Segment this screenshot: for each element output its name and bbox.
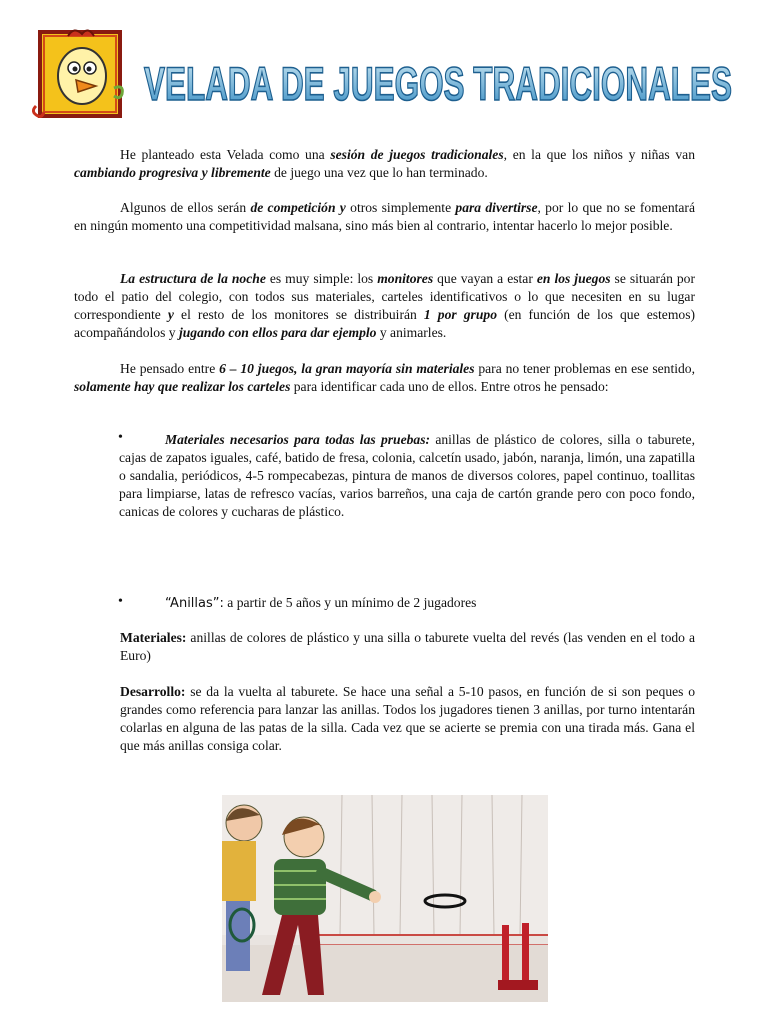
bullet-icon: • bbox=[118, 594, 123, 609]
emphasis: sesión de juegos tradicionales bbox=[330, 147, 504, 162]
text-run: Algunos de ellos serán bbox=[120, 200, 251, 215]
game-heading bbox=[165, 594, 695, 613]
text-run: para no tener problemas en ese sentido, bbox=[474, 361, 696, 376]
text-run: y animarles. bbox=[376, 325, 447, 340]
emphasis: en los juegos bbox=[536, 271, 611, 286]
text-run: He pensado entre bbox=[120, 361, 220, 376]
bullet-icon: • bbox=[118, 430, 123, 445]
text-run: He planteado esta Velada como una bbox=[120, 147, 331, 162]
emphasis: jugando con ellos para dar ejemplo bbox=[178, 325, 377, 340]
emphasis: La estructura de la noche bbox=[120, 271, 266, 286]
materials-label: Materiales necesarios para todas las pruebas: bbox=[165, 432, 431, 447]
game-desarrollo bbox=[120, 683, 695, 755]
emphasis: monitores bbox=[377, 271, 434, 286]
page-title bbox=[140, 28, 740, 128]
text-run: se situarán por todo el patio del colegio, con todos sus materiales, carteles identificativos o lo que necesiten en su lugar correspondiente bbox=[74, 271, 696, 322]
materials-text: anillas de plástico de colores, silla o taburete, cajas de zapatos iguales, café, batido de fresa, colonia, calcetín usado, jabón, naranja, limón, una zapatilla o sandalia, periódicos, 4-5 rompecabezas, pintura de manos de diversos colores, papel continuo, toallitas para limpiarse, latas de refresco vacías, varios barreños, una caja de cartón grande pero con poco fondo, canicas de colores y cucharas de plástico. bbox=[119, 432, 695, 519]
text-run: que vayan a estar bbox=[433, 271, 537, 286]
emphasis: 1 por grupo bbox=[423, 307, 497, 322]
text-run: anillas de colores de plástico y una silla o taburete vuelta del revés (las venden en el todo a Euro) bbox=[120, 630, 695, 663]
emphasis: para divertirse bbox=[455, 200, 538, 215]
text-run: , por lo que no se fomentará en ningún momento una competitividad malsana, sino más bien al contrario, intentar hacerlo lo mejor posible. bbox=[74, 200, 695, 233]
emphasis: cambiando progresiva y libremente bbox=[74, 165, 271, 180]
materials-list bbox=[119, 431, 695, 521]
emphasis: solamente hay que realizar los carteles bbox=[74, 379, 291, 394]
emphasis: y bbox=[167, 307, 174, 322]
text-run: , en la que los niños y niñas van bbox=[503, 147, 695, 162]
games-paragraph bbox=[74, 360, 695, 396]
desarrollo-heading: Desarrollo: bbox=[120, 684, 186, 699]
text-run: se da la vuelta al taburete. Se hace una señal a 5-10 pasos, en función de si son peques o grandes como referencia para lanzar las anillas. Todos los jugadores tienen 3 anillas, por turno intentarán colarlas en alguna de las patas de la silla. Cada vez que se acierte se premia con una tirada más. Gana el que más anillas consiga colar. bbox=[120, 684, 695, 753]
text-run: para identificar cada uno de ellos. Entre otros he pensado: bbox=[290, 379, 609, 394]
illustration bbox=[222, 795, 548, 1002]
text-run: es muy simple: los bbox=[265, 271, 378, 286]
game-age: a partir de 5 años y un mínimo de 2 jugadores bbox=[223, 595, 477, 610]
game-name: “Anillas”: bbox=[165, 596, 224, 611]
cartoon-chick-icon bbox=[30, 28, 126, 120]
emphasis: de competición y bbox=[250, 200, 346, 215]
materials-heading: Materiales: bbox=[120, 630, 187, 645]
emphasis: 6 – 10 juegos, la gran mayoría sin materiales bbox=[219, 361, 475, 376]
text-run: el resto de los monitores se distribuirán bbox=[173, 307, 424, 322]
children-ring-toss-illustration bbox=[222, 795, 548, 1002]
structure-paragraph bbox=[74, 270, 695, 342]
text-run: otros simplemente bbox=[345, 200, 456, 215]
intro-paragraph bbox=[74, 146, 695, 182]
logo bbox=[30, 28, 126, 120]
title-text: VELADA DE JUEGOS TRADICIONALES bbox=[144, 57, 732, 110]
competition-paragraph bbox=[74, 199, 695, 235]
text-run: de juego una vez que lo han terminado. bbox=[270, 165, 488, 180]
text-run: (en función de los que estemos) acompañándolos y bbox=[74, 307, 696, 340]
game-materials bbox=[120, 629, 695, 665]
